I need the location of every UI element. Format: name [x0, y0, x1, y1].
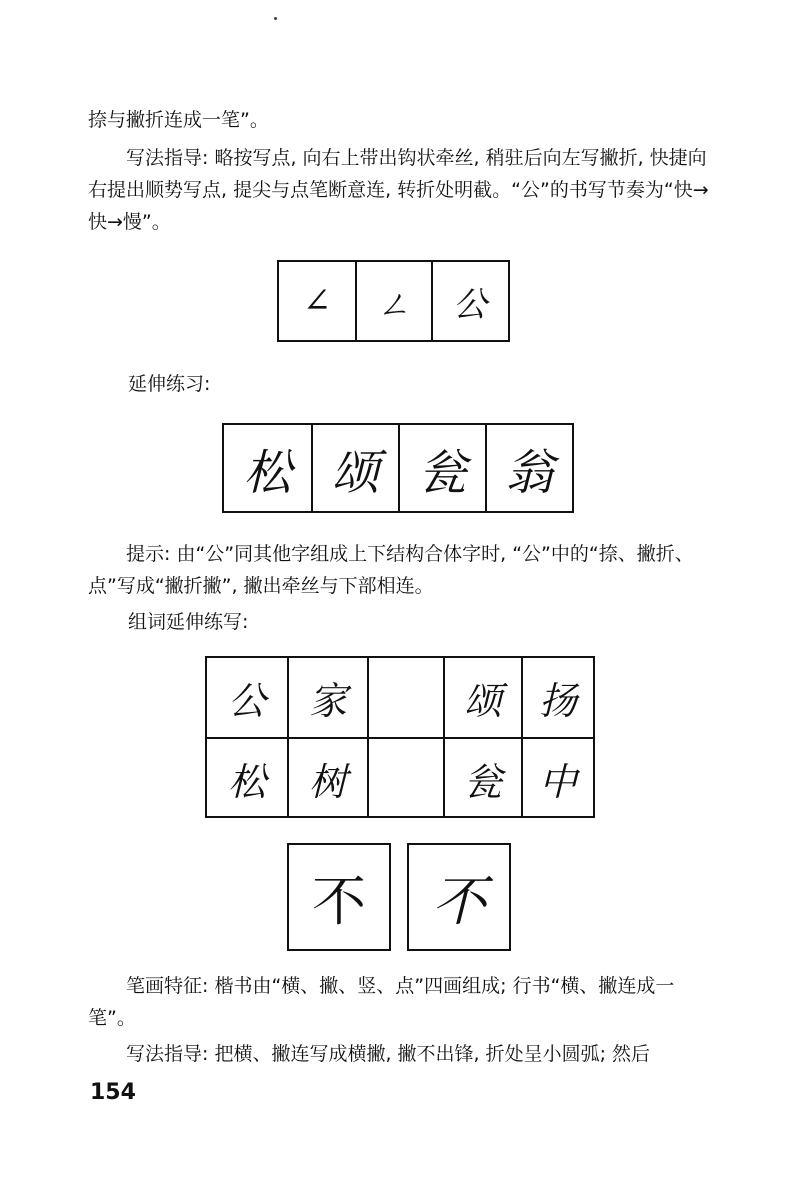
word-grid-row-2 — [207, 737, 593, 818]
extension-char-2: 颂 — [311, 425, 398, 511]
word-cell: 家 — [287, 658, 367, 737]
extension-chars-grid — [222, 423, 574, 513]
running-script-box: 不 — [407, 843, 511, 951]
extension-char-3: 瓮 — [398, 425, 485, 511]
extension-practice-label: 延伸练习: — [128, 373, 211, 395]
word-practice-grid — [205, 656, 595, 818]
writing-guide-paragraph: 写法指导: 略按写点, 向右上带出钩状牵丝, 稍驻后向左写撇折, 快捷向右提出顺势写点, 提尖与点笔断意连, 转折处明截。“公”的书写节奏为“快→快→慢”。 — [88, 147, 709, 233]
word-cell: 松 — [227, 760, 266, 804]
regular-script-box: 不 — [287, 843, 391, 951]
extension-char-1: 松 — [243, 444, 292, 501]
word-cell: 颂 — [443, 658, 521, 737]
writing-guide-2-paragraph: 写法指导: 把横、撇连写成横撇, 撇不出锋, 折处呈小圆弧; 然后 — [126, 1043, 651, 1065]
stroke-step-1: ∠ — [302, 281, 332, 321]
word-cell: 瓮 — [443, 739, 521, 818]
stroke-step-3: 公 — [431, 262, 507, 340]
page-number: 154 — [90, 1080, 136, 1105]
page-speck — [274, 17, 277, 20]
word-cell: 公 — [227, 679, 266, 723]
stroke-feature-paragraph: 笔画特征: 楷书由“横、撇、竖、点”四画组成; 行书“横、撇连成一笔”。 — [88, 975, 675, 1029]
extension-char-4: 翁 — [485, 425, 572, 511]
text-line-top: 捺与撇折连成一笔”。 — [88, 109, 269, 131]
stroke-step-2: ㄥ — [355, 262, 431, 340]
hint-paragraph: 提示: 由“公”同其他字组成上下结构合体字时, “公”中的“捺、撇折、点”写成“撇折撇”, 撇出牵丝与下部相连。 — [88, 543, 694, 597]
word-grid-row-1 — [207, 658, 593, 737]
word-cell: 树 — [287, 739, 367, 818]
word-cell-blank — [367, 658, 443, 737]
word-cell-blank — [367, 739, 443, 818]
word-cell: 扬 — [521, 658, 593, 737]
stroke-steps-grid — [277, 260, 510, 342]
word-practice-label: 组词延伸练写: — [128, 611, 249, 633]
word-cell: 中 — [521, 739, 593, 818]
